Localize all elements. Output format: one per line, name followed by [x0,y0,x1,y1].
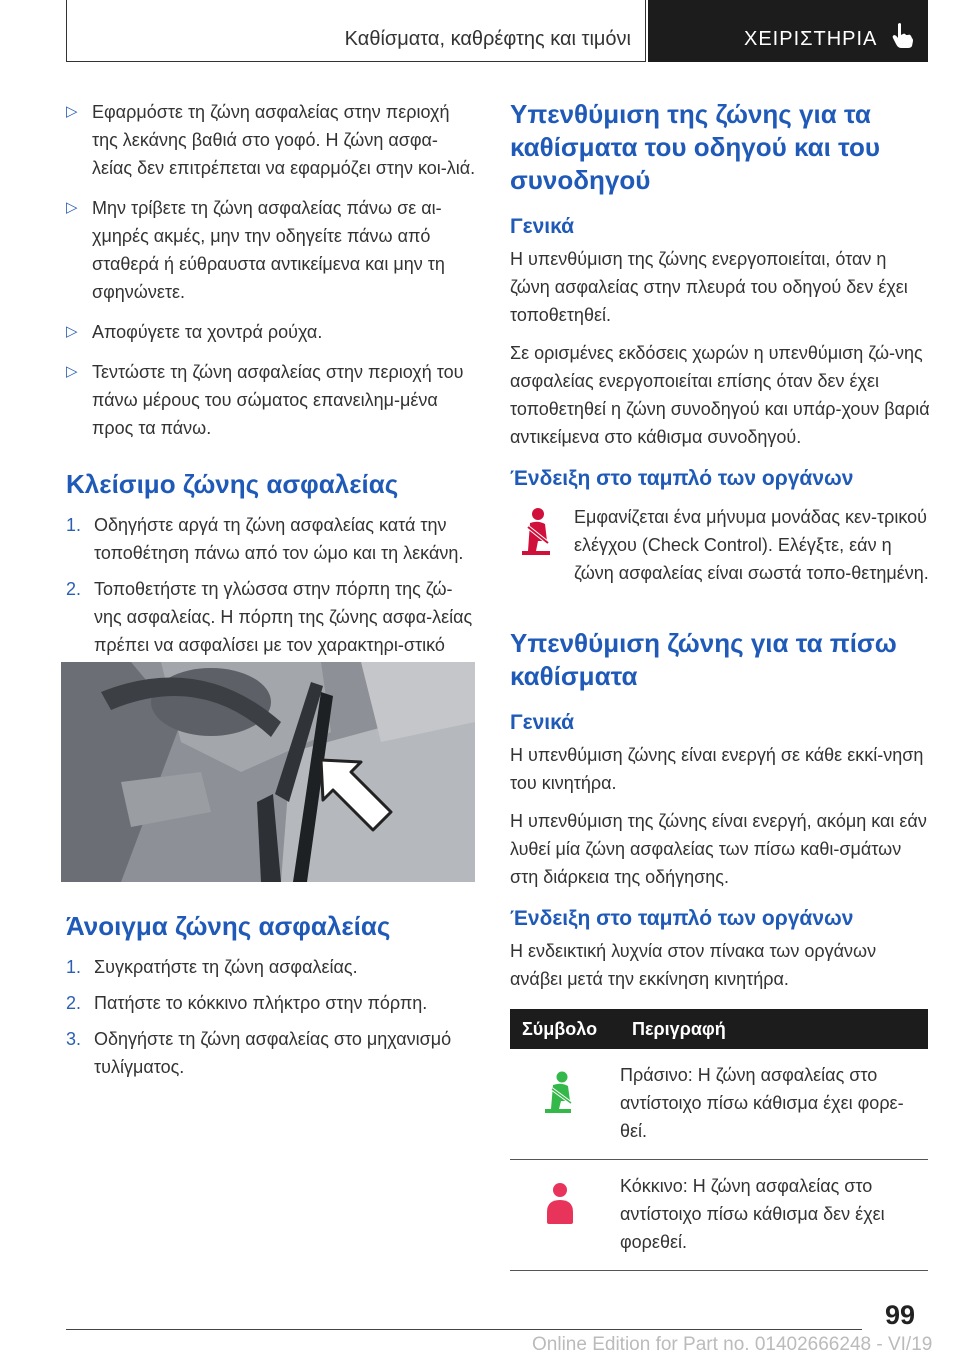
page-number: 99 [885,1300,916,1330]
front-display-text: Εμφανίζεται ένα μήνυμα μονάδας κεν-τρικού ελέγχου (Check Control). Ελέγξτε, εάν η ζώνη ασφαλείας είναι σωστά τοπο-θετημένη. [574,507,929,583]
opening-step [66,989,478,1017]
header-manual-label: ΧΕΙΡΙΣΤΗΡΙΑ [744,28,878,50]
closing-step [66,511,478,567]
opening-section [66,910,478,1089]
opening-step [66,1025,478,1081]
bullet-item [66,358,478,442]
description-cell: Πράσινο: Η ζώνη ασφαλείας στο αντίστοιχο πίσω κάθισμα έχει φορε-θεί. [620,1049,928,1160]
footer-edition: Online Edition for Part no. 01402666248 - VI/19 [532,1334,933,1355]
bullet-text: Εφαρμόστε τη ζώνη ασφαλείας στην περιοχή της λεκάνης βαθιά στο γοφό. Η ζώνη ασφα-λείας δεν επιτρέπεται να εφαρμόζει στην κοι-λιά. [92,102,476,178]
bullet-triangle-icon: ▷ [66,363,78,380]
bullet-triangle-icon: ▷ [66,103,78,120]
step-number: 3. [66,1029,82,1049]
step-number: 2. [66,993,82,1013]
pointing-hand-icon [892,22,914,48]
bullet-text: Τεντώστε τη ζώνη ασφαλείας στην περιοχή του πάνω μέρους του σώματος επανειλημ-μένα προς τα πάνω. [92,362,464,438]
bullet-triangle-icon: ▷ [66,199,78,216]
front-paragraph-1: Η υπενθύμιση της ζώνης ενεργοποιείται, όταν η ζώνη ασφαλείας στην πλευρά του οδηγού δεν έχει τοποθετηθεί. [510,249,908,325]
right-column [510,98,930,1271]
rear-reminder-heading: Υπενθύμιση ζώνης για τα πίσω καθίσματα [510,628,897,691]
bullet-item [66,318,478,346]
seatbelt-warning-icon [518,507,556,557]
opening-heading: Άνοιγμα ζώνης ασφαλείας [66,911,391,941]
header-section-box [66,0,646,62]
header-manual-box [648,0,928,62]
step-text: Τοποθετήστε τη γλώσσα στην πόρπη της ζώ-νης ασφαλείας. Η πόρπη της ζώνης ασφα-λείας πρέπει να ασφαλίσει με τον χαρακτηρι-στικό [94,579,473,655]
step-text: Οδηγήστε αργά τη ζώνη ασφαλείας κατά την τοποθέτηση πάνω από τον ώμο και τη λεκάνη. [94,515,464,563]
table-row [510,1049,928,1160]
step-number: 1. [66,957,82,977]
symbol-table-header [510,1009,928,1049]
left-column [66,98,478,695]
bullet-text: Αποφύγετε τα χοντρά ρούχα. [92,322,323,342]
symbol-cell [510,1160,620,1271]
step-text: Πατήστε το κόκκινο πλήκτρο στην πόρπη. [94,993,428,1013]
bullet-text: Μην τρίβετε τη ζώνη ασφαλείας πάνω σε αι-χμηρές ακμές, μην την οδηγείτε πάνω από σταθερά ή εύθραυστα αντικείμενα και μην τη σφηνώνετε. [92,198,445,302]
front-display-heading: Ένδειξη στο ταμπλό των οργάνων [510,467,854,490]
bullet-item [66,194,478,306]
bullet-triangle-icon: ▷ [66,323,78,340]
rear-display-text: Η ενδεικτική λυχνία στον πίνακα των οργάνων ανάβει μετά την εκκίνηση κινητήρα. [510,941,877,989]
symbol-cell [510,1049,620,1160]
opening-step [66,953,478,981]
footer-divider [66,1329,862,1330]
closing-heading: Κλείσιμο ζώνης ασφαλείας [66,469,399,499]
rear-display-heading: Ένδειξη στο ταμπλό των οργάνων [510,907,854,930]
col-symbol-header: Σύμβολο [510,1009,620,1049]
table-row [510,1160,928,1271]
front-general-heading: Γενικά [510,215,575,238]
description-cell: Κόκκινο: Η ζώνη ασφαλείας στο αντίστοιχο πίσω κάθισμα δεν έχει φορεθεί. [620,1160,928,1271]
step-text: Οδηγήστε τη ζώνη ασφαλείας στο μηχανισμό τυλίγματος. [94,1029,452,1077]
rear-paragraph-1: Η υπενθύμιση ζώνης είναι ενεργή σε κάθε εκκί-νηση του κινητήρα. [510,745,924,793]
front-reminder-heading: Υπενθύμιση της ζώνης για τα καθίσματα του οδηγού και του συνοδηγού [510,99,880,195]
rear-general-heading: Γενικά [510,711,575,734]
col-description-header: Περιγραφή [620,1009,928,1049]
bullet-item [66,98,478,182]
front-display-block [510,503,930,587]
front-paragraph-2: Σε ορισμένες εκδόσεις χωρών η υπενθύμιση ζώ-νης ασφαλείας ενεργοποιείται επίσης όταν δεν έχει τοποθετηθεί η ζώνη συνοδηγού και υπάρ-χουν βαριά αντικείμενα στο κάθισμα συνοδηγού. [510,343,930,447]
seatbelt-buckle-photo [61,662,475,882]
step-number: 1. [66,515,82,535]
header-section-title: Καθίσματα, καθρέφτης και τιμόνι [344,28,631,50]
green-seat-belted-icon [543,1071,577,1113]
symbol-table [510,1009,928,1271]
red-seat-unbelted-icon [543,1182,577,1224]
rear-paragraph-2: Η υπενθύμιση της ζώνης είναι ενεργή, ακόμη και εάν λυθεί μία ζώνη ασφαλείας των πίσω καθι-σμάτων στη διάρκεια της οδήγησης. [510,811,927,887]
step-number: 2. [66,579,82,599]
step-text: Συγκρατήστε τη ζώνη ασφαλείας. [94,957,358,977]
